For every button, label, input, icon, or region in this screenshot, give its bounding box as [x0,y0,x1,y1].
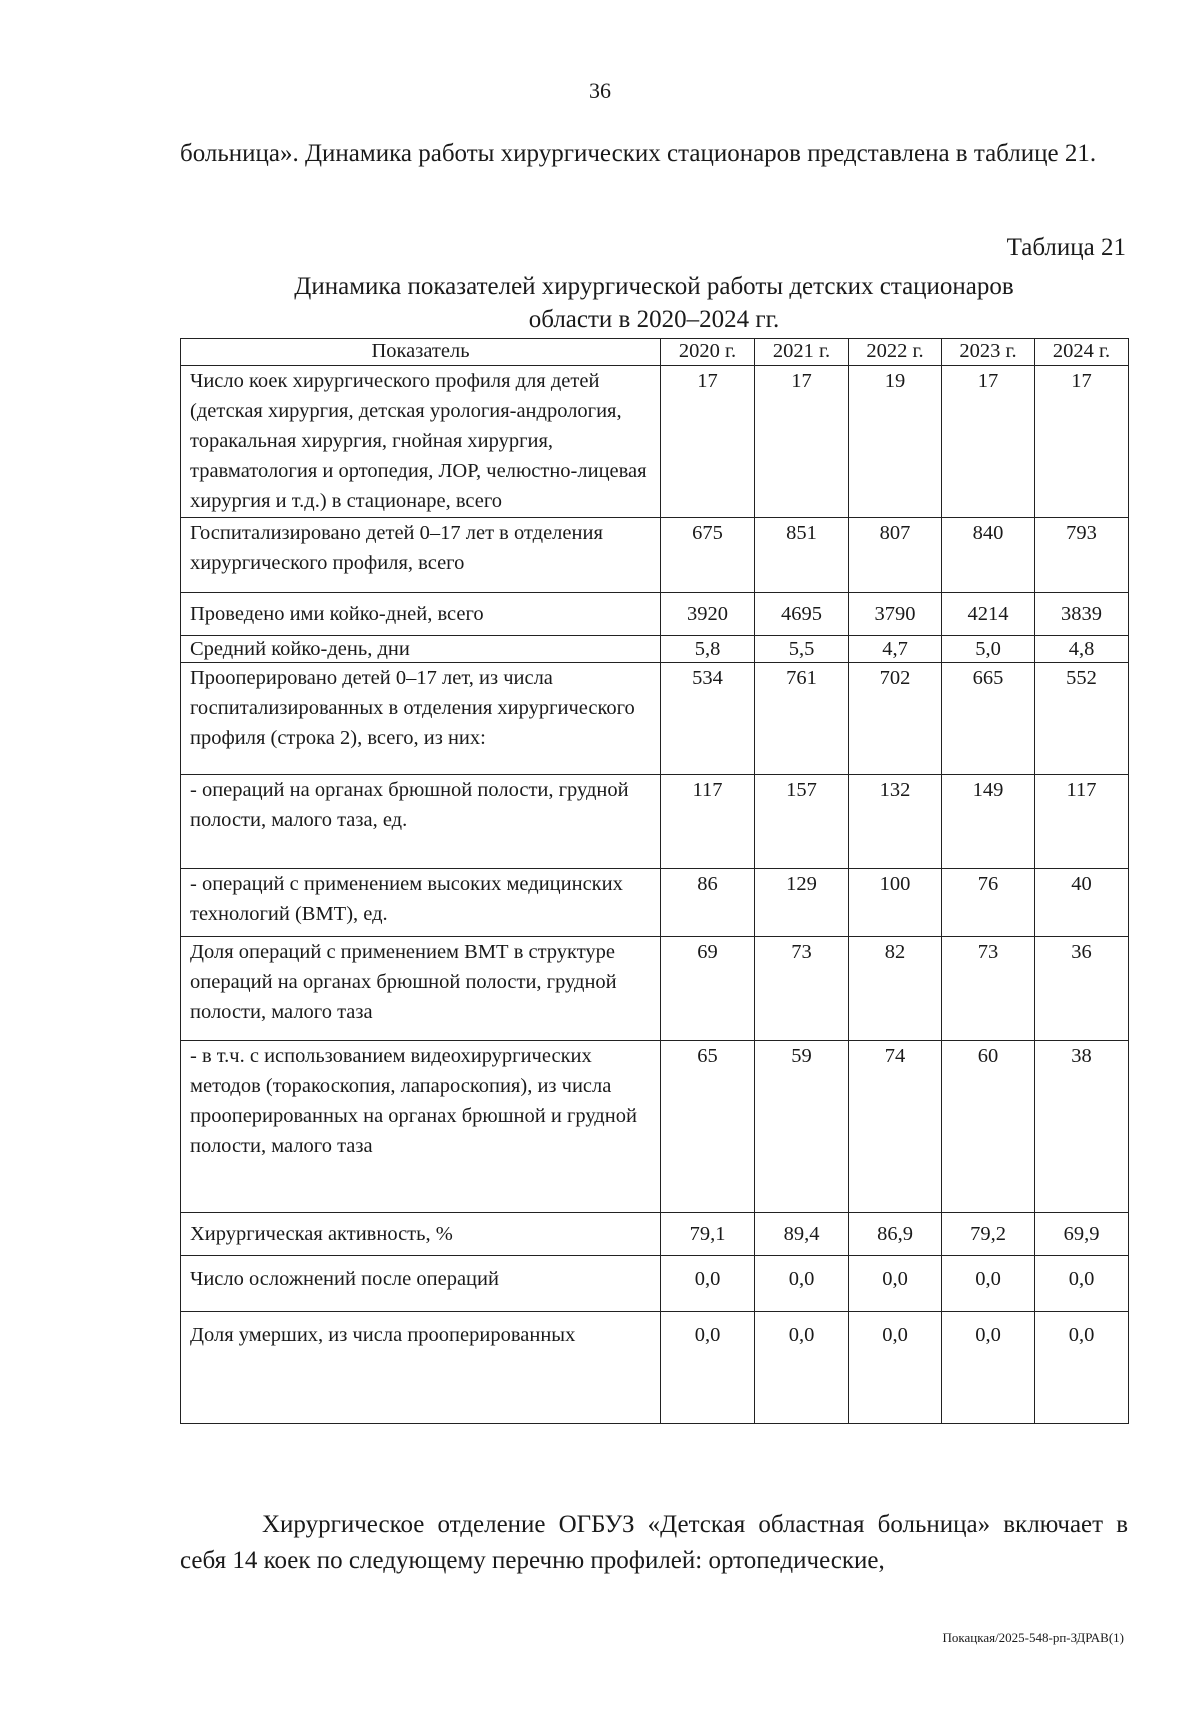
cell-value: 0,0 [849,1312,942,1424]
cell-value: 79,2 [942,1213,1035,1256]
header-year-2024: 2024 г. [1035,339,1129,366]
cell-value: 82 [849,937,942,1041]
document-reference: Покацкая/2025-548-рп-ЗДРАВ(1) [942,1630,1124,1645]
cell-value: 4214 [942,593,1035,636]
cell-value: 0,0 [942,1312,1035,1424]
cell-value: 793 [1035,518,1129,593]
cell-value: 4,8 [1035,636,1129,663]
header-year-2022: 2022 г. [849,339,942,366]
cell-value: 761 [755,663,849,775]
table-title-line1: Динамика показателей хирургической работы детских стационаров [294,273,1014,300]
cell-value: 40 [1035,869,1129,937]
table-row [181,366,1129,518]
cell-value: 132 [849,775,942,869]
cell-value: 59 [755,1041,849,1213]
cell-value: 74 [849,1041,942,1213]
cell-value: 0,0 [661,1256,755,1312]
cell-value: 60 [942,1041,1035,1213]
cell-value: 17 [942,366,1035,518]
row-label: Проведено ими койко-дней, всего [181,593,661,636]
cell-value: 3839 [1035,593,1129,636]
table-header-row [181,339,1129,366]
header-indicator: Показатель [181,339,661,366]
cell-value: 851 [755,518,849,593]
cell-value: 100 [849,869,942,937]
table-row [181,937,1129,1041]
table-row [181,663,1129,775]
row-label: Доля умерших, из числа прооперированных [181,1312,661,1424]
cell-value: 0,0 [1035,1256,1129,1312]
cell-value: 840 [942,518,1035,593]
cell-value: 17 [755,366,849,518]
row-label: Средний койко-день, дни [181,636,661,663]
cell-value: 0,0 [661,1312,755,1424]
cell-value: 149 [942,775,1035,869]
table-row [181,1041,1129,1213]
cell-value: 3920 [661,593,755,636]
row-label: Госпитализировано детей 0–17 лет в отделения хирургического профиля, всего [181,518,661,593]
cell-value: 69,9 [1035,1213,1129,1256]
cell-value: 5,5 [755,636,849,663]
row-label: Хирургическая активность, % [181,1213,661,1256]
cell-value: 73 [755,937,849,1041]
cell-value: 157 [755,775,849,869]
table-title-line2: области в 2020–2024 гг. [528,306,780,333]
cell-value: 89,4 [755,1213,849,1256]
cell-value: 665 [942,663,1035,775]
cell-value: 0,0 [942,1256,1035,1312]
cell-value: 534 [661,663,755,775]
table-row [181,636,1129,663]
cell-value: 4695 [755,593,849,636]
table-title [180,270,1128,336]
closing-paragraph-text: Хирургическое отделение ОГБУЗ «Детская областная больница» включает в себя 14 коек по следующему перечню профилей: ортопедические, [180,1511,1128,1574]
header-year-2021: 2021 г. [755,339,849,366]
cell-value: 19 [849,366,942,518]
cell-value: 0,0 [1035,1312,1129,1424]
cell-value: 4,7 [849,636,942,663]
cell-value: 702 [849,663,942,775]
table-row [181,869,1129,937]
cell-value: 0,0 [849,1256,942,1312]
header-year-2020: 2020 г. [661,339,755,366]
table-row [181,518,1129,593]
row-label: - операций с применением высоких медицинских технологий (ВМТ), ед. [181,869,661,937]
surgical-stats-table [180,338,1129,1424]
header-year-2023: 2023 г. [942,339,1035,366]
intro-paragraph: больница». Динамика работы хирургических стационаров представлена в таблице 21. [180,140,1097,167]
cell-value: 36 [1035,937,1129,1041]
table-row [181,1312,1129,1424]
row-label: Доля операций с применением ВМТ в структуре операций на органах брюшной полости, грудной полости, малого таза [181,937,661,1041]
cell-value: 0,0 [755,1312,849,1424]
cell-value: 38 [1035,1041,1129,1213]
table-row [181,593,1129,636]
table-row [181,775,1129,869]
cell-value: 17 [661,366,755,518]
cell-value: 65 [661,1041,755,1213]
cell-value: 76 [942,869,1035,937]
cell-value: 807 [849,518,942,593]
cell-value: 86,9 [849,1213,942,1256]
cell-value: 73 [942,937,1035,1041]
cell-value: 17 [1035,366,1129,518]
cell-value: 79,1 [661,1213,755,1256]
row-label: - в т.ч. с использованием видеохирургических методов (торакоскопия, лапароскопия), из числа прооперированных на органах брюшной и грудной полости, малого таза [181,1041,661,1213]
cell-value: 0,0 [755,1256,849,1312]
cell-value: 117 [1035,775,1129,869]
cell-value: 129 [755,869,849,937]
cell-value: 117 [661,775,755,869]
row-label: - операций на органах брюшной полости, грудной полости, малого таза, ед. [181,775,661,869]
cell-value: 675 [661,518,755,593]
closing-paragraph [180,1507,1128,1579]
cell-value: 69 [661,937,755,1041]
page-number: 36 [589,78,611,103]
cell-value: 86 [661,869,755,937]
row-label: Прооперировано детей 0–17 лет, из числа госпитализированных в отделения хирургического профиля (строка 2), всего, из них: [181,663,661,775]
table-row [181,1213,1129,1256]
cell-value: 3790 [849,593,942,636]
row-label: Число осложнений после операций [181,1256,661,1312]
row-label: Число коек хирургического профиля для детей (детская хирургия, детская урология-андрология, торакальная хирургия, гнойная хирургия, травматология и ортопедия, ЛОР, челюстно-лицевая хирургия и т.д.) в стационаре, всего [181,366,661,518]
table-row [181,1256,1129,1312]
cell-value: 552 [1035,663,1129,775]
cell-value: 5,0 [942,636,1035,663]
table-label: Таблица 21 [1006,234,1126,261]
cell-value: 5,8 [661,636,755,663]
